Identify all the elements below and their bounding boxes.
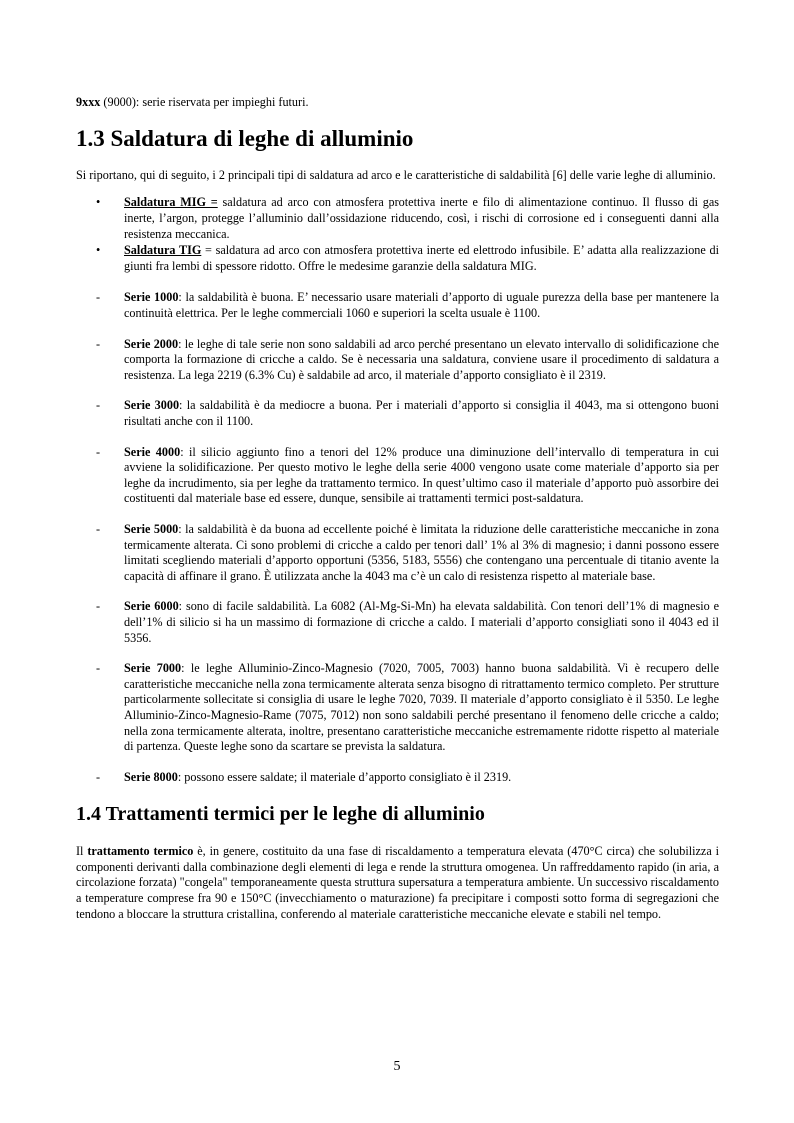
alloy-series-list (76, 290, 719, 785)
section-1-4-paragraph (76, 844, 719, 922)
series-label: Serie 3000 (124, 398, 180, 413)
series-label: Serie 4000 (124, 444, 181, 459)
page-content (76, 95, 719, 922)
series-9xxx-code: 9xxx (76, 95, 101, 109)
series-label: Serie 6000 (124, 599, 179, 614)
term-saldatura-mig: Saldatura MIG (124, 195, 206, 210)
series-label: Serie 1000 (124, 290, 179, 305)
series-item-6000 (76, 599, 719, 646)
series-text: : la saldabilità è da buona ad eccellente poiché è limitata la riduzione delle caratteristiche meccaniche in zona termicamente alterata. Ci sono problemi di cricche a caldo per tenori dall’ 1% al 3% di magnesio; i danni possono essere limitati scegliendo materiali d’apporto opportuni (5356, 5183, 5556) che contengano una percentuale di titanio avente la capacità di affinare il grano. È utilizzata anche la 4043 ma c’è un calo di resistenza rispetto al materiale base. (124, 521, 719, 583)
term-trattamento-termico: trattamento termico (87, 844, 194, 859)
dash-marker: - (96, 336, 101, 351)
series-item-4000 (76, 445, 719, 507)
series-text: : la saldabilità è buona. E’ necessario usare materiali d’apporto di uguale purezza della base per mantenere la continuità elettrica. Per le leghe commerciali 1060 e superiori la scelta usuale è 1100. (124, 290, 719, 321)
dash-marker: - (96, 769, 101, 784)
series-9xxx-line (76, 95, 719, 111)
list-item-tig (76, 243, 719, 274)
section-1-3-intro: Si riportano, qui di seguito, i 2 principali tipi di saldatura ad arco e le caratteristiche di saldabilità [6] delle varie leghe di alluminio. (76, 167, 716, 182)
dash-marker: - (96, 398, 101, 413)
paragraph-start: Il (76, 844, 88, 859)
series-item-5000 (76, 522, 719, 584)
series-text: : le leghe di tale serie non sono saldabili ad arco perché presentano un elevato intervallo di solidificazione che comporta la formazione di cricche a caldo. Se è necessaria una saldatura, conviene usare il procedimento di saldatura a resistenza. La lega 2219 (6.3% Cu) è saldabile ad arco, il materiale d’apporto consigliato è il 2319. (124, 336, 719, 382)
dash-marker: - (96, 661, 101, 676)
term-saldatura-tig: Saldatura TIG (124, 243, 202, 258)
series-label: Serie 2000 (124, 336, 179, 351)
series-label: Serie 7000 (124, 661, 182, 676)
series-item-1000 (76, 290, 719, 321)
series-item-7000 (76, 661, 719, 755)
page-number: 5 (393, 1059, 401, 1074)
dash-marker: - (96, 290, 101, 305)
welding-types-list (76, 195, 719, 274)
list-item-mig (76, 195, 719, 242)
series-text: : la saldabilità è da mediocre a buona. Per i materiali d’apporto si consiglia il 4043, ma si ottengono buoni risultati anche con il 1100. (124, 398, 719, 429)
series-text: : possono essere saldate; il materiale d’apporto consigliato è il 2319. (177, 769, 512, 784)
bullet-marker: • (96, 243, 101, 258)
section-heading-1-4: 1.4 Trattamenti termici per le leghe di alluminio (76, 803, 485, 826)
paragraph-rest: è, in genere, costituito da una fase di riscaldamento a temperatura elevata (470°C circa) che solubilizza i componenti derivanti dalla combinazione degli elementi di lega e rende la struttura omogenea. Un raffreddamento rapido (in aria, a circolazione forzata) "congela" temporaneamente questa struttura supersatura a temperatura ambiente. Un successivo riscaldamento a temperature comprese fra 90 e 150°C (invecchiamento o maturazione) fa precipitare i composti sotto forma di segregazioni che tendono a bloccare la struttura cristallina, conferendo al materiale caratteristiche meccaniche elevate e stabili nel tempo. (76, 844, 719, 921)
dash-marker: - (96, 521, 101, 536)
series-text: : sono di facile saldabilità. La 6082 (Al-Mg-Si-Mn) ha elevata saldabilità. Con tenori dell’1% di magnesio e dell’1% di silicio si ha un massimo di formazione di cricche a caldo. I materiali d’apporto consigliati sono il 4043 ed il 5356. (124, 599, 719, 645)
series-item-2000 (76, 337, 719, 384)
series-label: Serie 5000 (124, 521, 179, 536)
section-heading-1-3: 1.3 Saldatura di leghe di alluminio (76, 125, 414, 151)
series-text: : il silicio aggiunto fino a tenori del 12% produce una diminuzione dell’intervallo di temperatura in cui avviene la solidificazione. Per questo motivo le leghe della serie 4000 vengono usate come materiale d’apporto sia per leghe da incrudimento, sia per leghe da trattamento termico. In quest’ultimo caso il materiale d’apporto può assorbire dei costituenti dal materiale base ed essere, dunque, sensibile ai trattamenti termici post-saldatura. (124, 444, 719, 506)
term-separator: = (205, 195, 218, 210)
dash-marker: - (96, 599, 101, 614)
series-9xxx-text: (9000): serie riservata per impieghi futuri. (100, 95, 309, 109)
series-label: Serie 8000 (124, 769, 178, 784)
term-description: = saldatura ad arco con atmosfera protettiva inerte ed elettrodo infusibile. E’ adatta alla realizzazione di giunti fra lembi di spessore ridotto. Offre le medesime garanzie della saldatura MIG. (124, 243, 719, 273)
term-description: saldatura ad arco con atmosfera protettiva inerte e filo di alimentazione continuo. Il flusso di gas inerte, l’argon, protegge l’alluminio dall’ossidazione riducendo, così, i rischi di corrosione ed i conseguenti danni alla resistenza meccanica. (124, 195, 719, 241)
dash-marker: - (96, 444, 101, 459)
series-item-8000 (76, 770, 719, 786)
bullet-marker: • (96, 195, 101, 210)
series-item-3000 (76, 398, 719, 429)
series-text: : le leghe Alluminio-Zinco-Magnesio (7020, 7005, 7003) hanno buona saldabilità. Vi è recupero delle caratteristiche meccaniche nella zona termicamente alterata senza bisogno di ritrattamento termico completo. Per strutture particolarmente sollecitate si consiglia di usare le leghe 7020, 7039. Il materiale d’apporto consigliato è il 5350. Le leghe Alluminio-Zinco-Magnesio-Rame (7075, 7012) non sono saldabili perché presentano il fenomeno delle cricche a caldo; nella zona termicamente alterata, inoltre, presentano caratteristiche meccaniche estremamente ridotte rispetto al materiale di partenza. Queste leghe sono da scartare se prevista la saldatura. (124, 661, 719, 754)
